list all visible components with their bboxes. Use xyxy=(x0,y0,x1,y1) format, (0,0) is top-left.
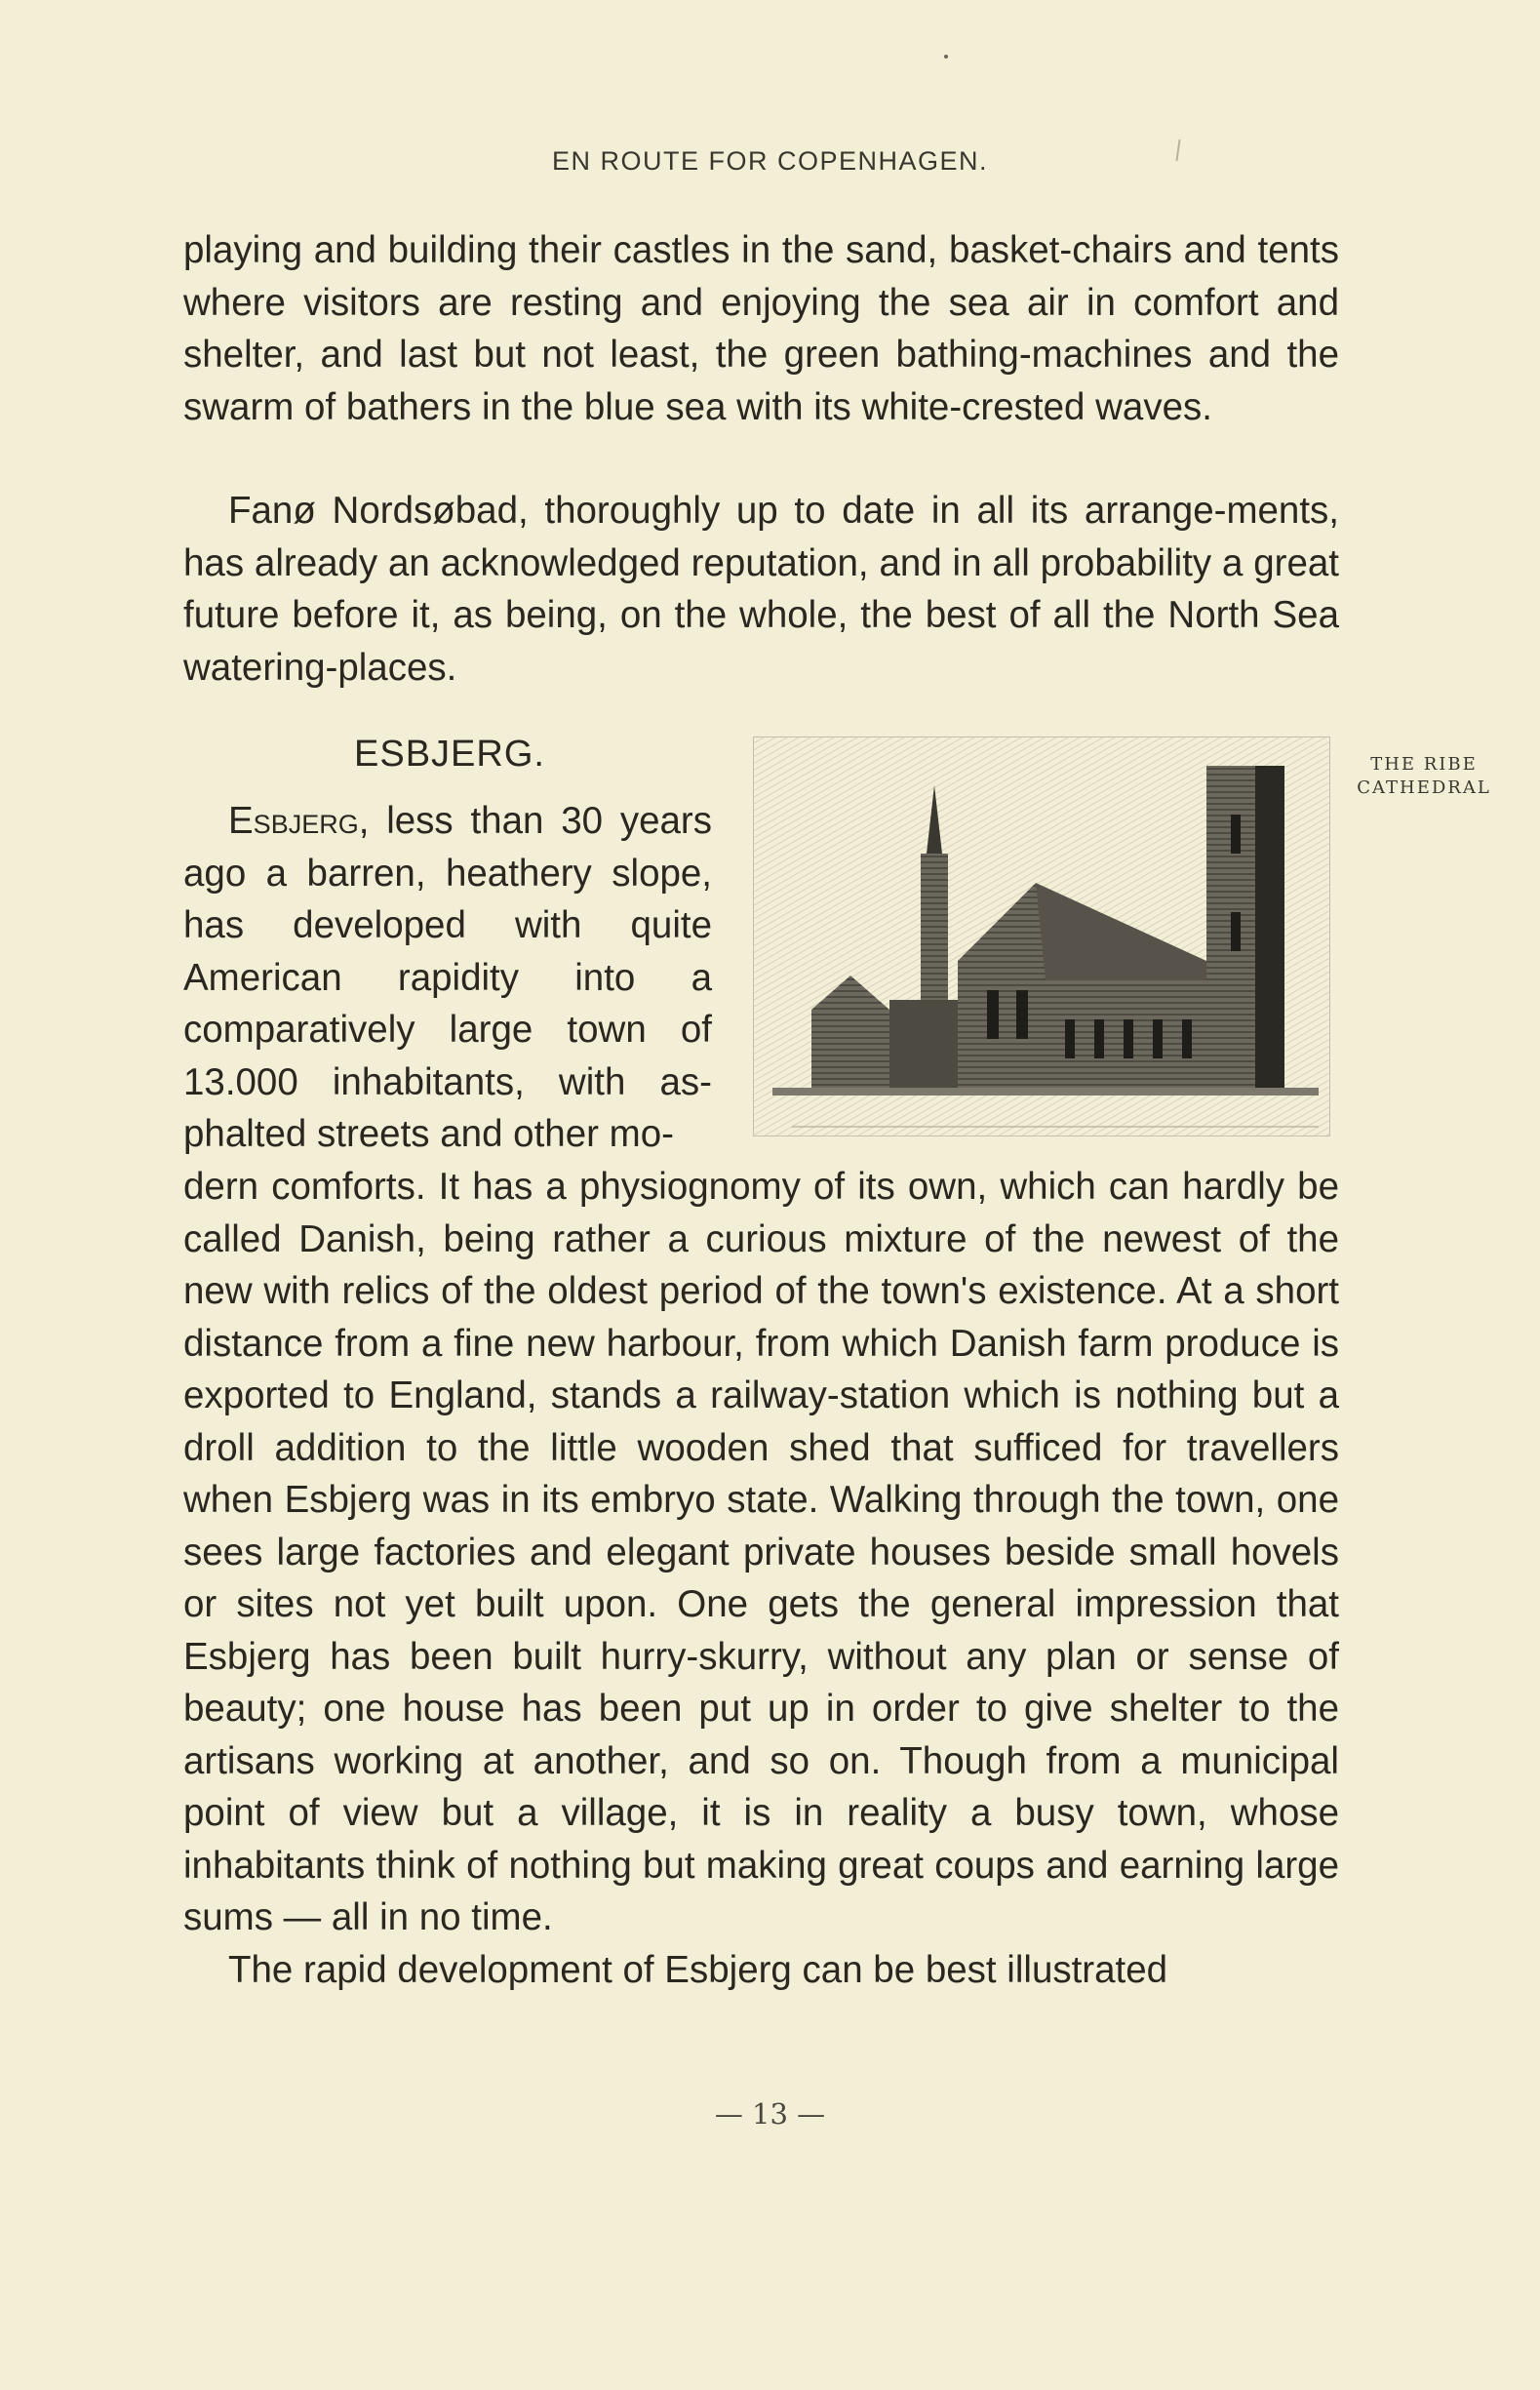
window xyxy=(1231,815,1241,854)
caption-line: THE RIBE xyxy=(1370,754,1478,775)
paragraph-text: Fanø Nordsøbad, thoroughly up to date in all its arrange-ments, has already an acknowledged reputation, and in all probability a great future before it, as being, on the whole, the best of all the North Sea watering-places. xyxy=(183,490,1339,689)
running-head: EN ROUTE FOR COPENHAGEN. xyxy=(551,146,989,176)
paragraph-fano xyxy=(183,485,1339,694)
paragraph-text xyxy=(183,795,712,1161)
page-number: — 13 — xyxy=(714,2097,826,2131)
paragraph-text: The rapid development of Esbjerg can be best illustrated xyxy=(228,1948,1168,1991)
window xyxy=(1094,1019,1104,1058)
caption-line: CATHEDRAL xyxy=(1357,777,1491,798)
window xyxy=(1065,1019,1075,1058)
page-speck xyxy=(944,55,948,59)
lead-word: Esbjerg, xyxy=(228,800,370,842)
section-heading: ESBJERG. xyxy=(354,734,545,775)
paragraph-text: dern comforts. It has a physiognomy of its own, which can hardly be called Danish, being rather a curious mixture of the newest of the new with relics of the oldest period of the town's existence. At a short distance from a fine new harbour, from which Danish farm produce is exported to England, stands a railway-station which is nothing but a droll addition to the little wooden shed that sufficed for travellers when Esbjerg was in its embryo state. Walking through the town, one sees large factories and elegant private houses beside small hovels or sites not yet built upon. One gets the general impression that Esbjerg has been built hurry-skurry, without any plan or sense of beauty; one house has been put up in order to give shelter to the artisans working at another, and so on. Though from a municipal point of view but a village, it is in reality a busy town, whose inhabitants think of nothing but making great coups and earning large sums — all in no time. xyxy=(183,1166,1339,1938)
window xyxy=(987,990,999,1039)
chapel xyxy=(889,1000,958,1088)
intro-text: less than 30 years ago a barren, heathery slope, has developed with quite American rapidity into a comparatively large town of 13.000 inhabitants, with as-phalted streets and other mo- xyxy=(183,800,712,1155)
esbjerg-body xyxy=(183,1161,1339,1996)
ribe-cathedral-engraving xyxy=(753,737,1330,1136)
illustration-caption xyxy=(1346,753,1502,800)
window xyxy=(1153,1019,1163,1058)
engraving-ground xyxy=(772,1088,1319,1095)
paragraph-bathing xyxy=(183,224,1339,433)
esbjerg-intro xyxy=(183,795,712,1161)
window xyxy=(1016,990,1028,1039)
window xyxy=(1182,1019,1192,1058)
paragraph-text: playing and building their castles in the sand, basket-chairs and tents where visitors are resting and enjoying the sea air in comfort and shelter, and last but not least, the green bathing-machines and the swarm of bathers in the blue sea with its white-crested waves. xyxy=(183,229,1339,428)
window xyxy=(1231,912,1241,951)
tower-main-shadow xyxy=(1255,766,1284,1088)
window xyxy=(1124,1019,1133,1058)
